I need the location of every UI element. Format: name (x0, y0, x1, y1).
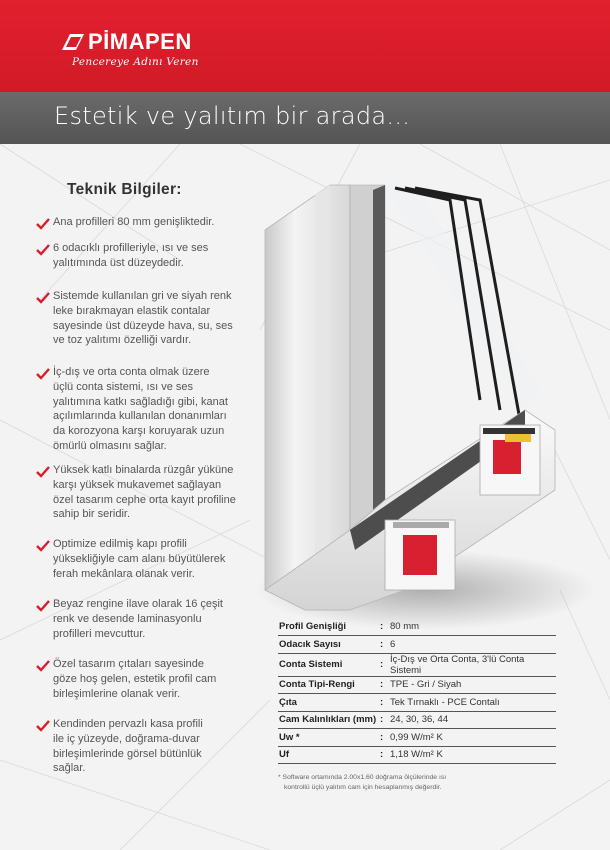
feature-text: Beyaz rengine ilave olarak 16 çeşit renk ve desende laminasyonlu profilleri mevcuttur. (53, 598, 223, 640)
check-icon (36, 600, 50, 612)
spec-value: 6 (390, 636, 556, 654)
table-row (278, 653, 556, 676)
spec-value: 0,99 W/m² K (390, 729, 556, 747)
section-title: Teknik Bilgiler: (67, 181, 182, 198)
spec-label: Profil Genişliği (278, 618, 380, 636)
table-row (278, 676, 556, 694)
check-icon (36, 540, 50, 552)
feature-text: Yüksek katlı binalarda rüzgâr yüküne karşı yüksek mukavemet sağlayan özel tasarım cephe orta kayıt profiline sahip bir seridir. (53, 464, 236, 521)
table-row (278, 746, 556, 764)
list-item (36, 241, 276, 271)
spec-value: Tek Tırnaklı - PCE Contalı (390, 694, 556, 712)
spec-label: Conta Tipi-Rengi (278, 676, 380, 694)
headline-banner (0, 92, 610, 144)
spec-value: 80 mm (390, 618, 556, 636)
feature-text: İç-dış ve orta conta olmak üzere üçlü conta sistemi, ısı ve ses yalıtımına katkı sağladığı gibi, kanat açılımlarında kullanılan donanımları da korozyona karşı koruyarak uzun ömürlü olmasını sağlar. (53, 366, 228, 452)
spec-separator: : (380, 676, 390, 694)
check-icon (36, 660, 50, 672)
spec-table (278, 618, 556, 764)
list-item (36, 289, 276, 348)
check-icon (36, 292, 50, 304)
spec-label: Uw * (278, 729, 380, 747)
spec-separator: : (380, 729, 390, 747)
list-item (36, 463, 276, 522)
check-icon (36, 244, 50, 256)
window-profile-illustration (255, 170, 610, 640)
header-bar (0, 0, 610, 92)
feature-text: Optimize edilmiş kapı profili yüksekliğiyle cam alanı büyütülerek ferah mekânlara olanak verir. (53, 538, 226, 580)
spec-separator: : (380, 618, 390, 636)
list-item (36, 537, 276, 581)
headline: Estetik ve yalıtım bir arada... (54, 102, 411, 130)
table-row (278, 729, 556, 747)
feature-text: Sistemde kullanılan gri ve siyah renk leke bırakmayan elastik contalar sayesinde üst düzeyde hava, su, ses ve toz yalıtımı özelliği vardır. (53, 290, 233, 347)
spec-value: İç-Dış ve Orta Conta, 3'lü Conta Sistemi (390, 653, 556, 676)
spec-label: Çıta (278, 694, 380, 712)
spec-value: TPE - Gri / Siyah (390, 676, 556, 694)
footnote-line: kontrollü üçlü yalıtım cam için hesaplanmış değerdir. (284, 783, 442, 791)
spec-separator: : (380, 653, 390, 676)
spec-separator: : (380, 746, 390, 764)
spec-label: Odacık Sayısı (278, 636, 380, 654)
table-row (278, 711, 556, 729)
spec-value: 24, 30, 36, 44 (390, 711, 556, 729)
table-row (278, 636, 556, 654)
table-row (278, 618, 556, 636)
brand-slogan: Pencereye Adını Veren (72, 56, 199, 68)
brand-logo (62, 30, 192, 54)
feature-text: Özel tasarım çıtaları sayesinde göze hoş gelen, estetik profil cam birleşimlerine olanak verir. (53, 658, 217, 700)
footnote (278, 773, 568, 792)
spec-separator: : (380, 636, 390, 654)
spec-separator: : (380, 711, 390, 729)
brand-name: PİMAPEN (88, 29, 192, 54)
list-item (36, 657, 276, 701)
list-item (36, 717, 276, 776)
brand-mark-icon (62, 34, 84, 50)
list-item (36, 365, 276, 454)
table-row (278, 694, 556, 712)
list-item (36, 597, 276, 641)
spec-value: 1,18 W/m² K (390, 746, 556, 764)
feature-text: Kendinden pervazlı kasa profili ile iç yüzeyde, doğrama-duvar birleşimlerinde görsel bütünlük sağlar. (53, 718, 203, 775)
feature-text: Ana profilleri 80 mm genişliktedir. (53, 216, 215, 228)
check-icon (36, 720, 50, 732)
check-icon (36, 466, 50, 478)
check-icon (36, 368, 50, 380)
spec-label: Cam Kalınlıkları (mm) (278, 711, 380, 729)
check-icon (36, 218, 50, 230)
footnote-line: * Software ortamında 2.00x1.60 doğrama ölçülerinde ısı (278, 774, 447, 781)
spec-label: Uf (278, 746, 380, 764)
feature-text: 6 odacıklı profilleriyle, ısı ve ses yalıtımında üst düzeydedir. (53, 242, 209, 269)
spec-label: Conta Sistemi (278, 653, 380, 676)
list-item (36, 215, 276, 230)
spec-separator: : (380, 694, 390, 712)
